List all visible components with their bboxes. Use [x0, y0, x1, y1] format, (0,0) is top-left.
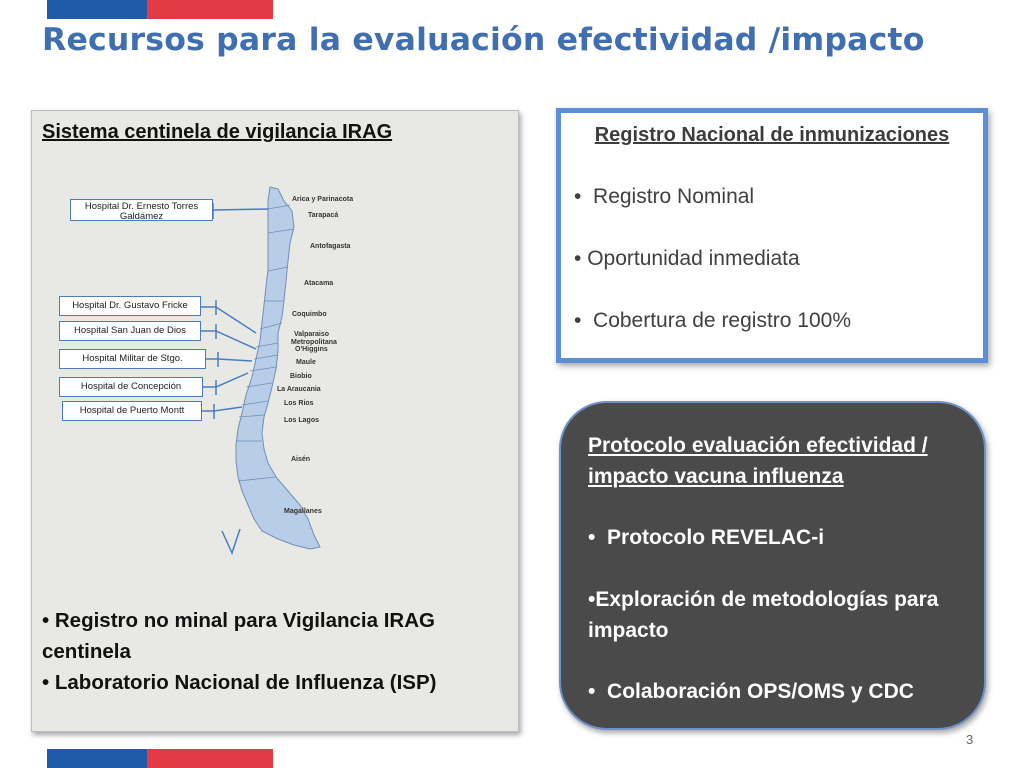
- surveillance-bullet-text: Laboratorio Nacional de Influenza (ISP): [54, 671, 437, 694]
- registry-item: • Oportunidad inmediata: [574, 247, 800, 270]
- hospital-label: Hospital San Juan de Dios: [59, 321, 201, 341]
- region-label: O'Higgins: [295, 346, 328, 353]
- protocol-box: [559, 401, 986, 730]
- surveillance-panel: [31, 110, 519, 732]
- region-label: Coquimbo: [292, 311, 327, 318]
- hospital-label: Hospital Dr. Ernesto Torres Galdámez: [70, 199, 213, 221]
- protocol-item-text: Colaboración OPS/OMS y CDC: [607, 680, 914, 703]
- protocol-item: • Colaboración OPS/OMS y CDC: [588, 680, 914, 703]
- region-label: Atacama: [304, 280, 334, 287]
- region-label: Valparaiso: [294, 331, 330, 338]
- region-label: La Araucania: [277, 386, 321, 393]
- region-label: Maule: [296, 359, 316, 366]
- registry-item-text: Oportunidad inmediata: [587, 247, 800, 270]
- hospital-label: Hospital Militar de Stgo.: [59, 349, 206, 369]
- top-flag-red: [147, 0, 273, 19]
- protocol-item-text: Protocolo REVELAC-i: [607, 526, 825, 549]
- region-label: Antofagasta: [310, 243, 351, 250]
- registry-item: • Cobertura de registro 100%: [574, 309, 852, 332]
- surveillance-bullet: • Registro no minal para Vigilancia IRAG centinela: [42, 609, 435, 663]
- registry-title: Registro Nacional de inmunizaciones: [594, 124, 950, 146]
- surveillance-heading: Sistema centinela de vigilancia IRAG: [42, 121, 393, 143]
- chile-map-shape: [236, 187, 320, 549]
- region-label: Los Lagos: [284, 417, 320, 424]
- protocol-item: • Protocolo REVELAC-i: [588, 526, 825, 549]
- surveillance-bullet: • Laboratorio Nacional de Influenza (ISP): [42, 671, 437, 694]
- slide-title: Recursos para la evaluación efectividad /impacto: [42, 22, 925, 58]
- protocol-title: Protocolo evaluación efectividad / impacto vacuna influenza: [588, 434, 928, 488]
- hospital-label: Hospital Dr. Gustavo Fricke: [59, 296, 201, 316]
- region-label: Biobio: [290, 373, 312, 380]
- hospital-label: Hospital de Concepción: [59, 377, 203, 397]
- registry-item-text: Cobertura de registro 100%: [593, 309, 852, 332]
- registry-box: [556, 108, 988, 363]
- surveillance-bullet-text: Registro no minal para Vigilancia IRAG centinela: [42, 609, 435, 663]
- protocol-item: •Exploración de metodologías para impacto: [588, 588, 939, 642]
- region-label: Arica y Parinacota: [292, 196, 354, 203]
- bottom-flag-red: [147, 749, 273, 768]
- registry-item-text: Registro Nominal: [593, 185, 755, 208]
- bottom-flag-blue: [47, 749, 147, 768]
- surveillance-bullets: [42, 605, 512, 698]
- registry-item: • Registro Nominal: [574, 185, 755, 208]
- page-number: 3: [966, 732, 974, 747]
- region-label: Tarapacá: [308, 212, 339, 219]
- hospital-label: Hospital de Puerto Montt: [62, 401, 202, 421]
- region-label: Aisén: [291, 456, 311, 463]
- protocol-item-text: Exploración de metodologías para impacto: [588, 588, 939, 642]
- region-label: Los Rios: [284, 400, 314, 407]
- region-label: Magallanes: [284, 508, 322, 515]
- region-label: Metropolitana: [291, 339, 337, 346]
- top-flag-blue: [47, 0, 147, 19]
